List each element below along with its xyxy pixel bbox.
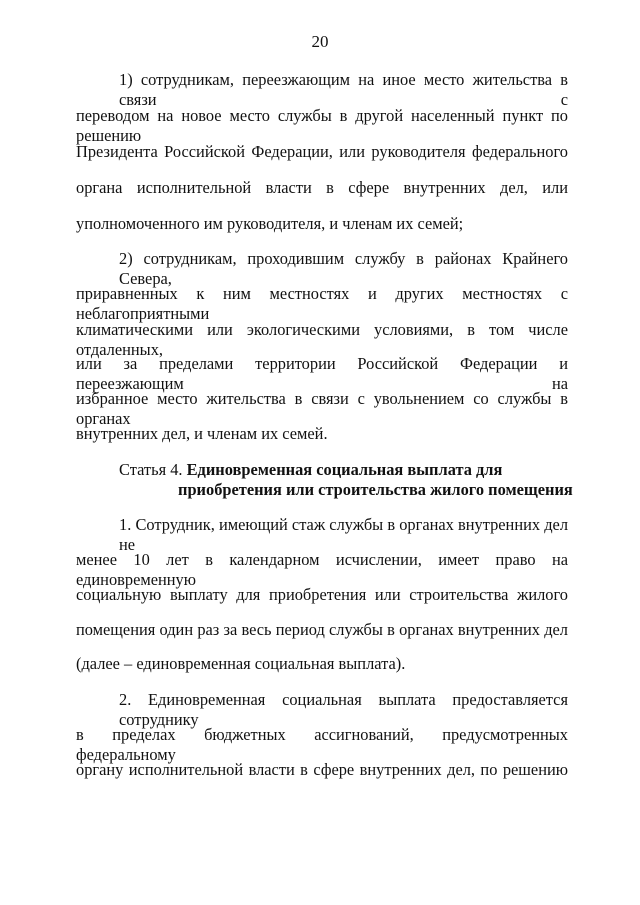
text-line: 1. Сотрудник, имеющий стаж службы в органах внутренних дел не (119, 515, 568, 554)
page-number: 20 (311, 32, 329, 51)
text-line: или за пределами территории Российской Федерации и переезжающим на (76, 354, 568, 393)
text-line: приравненных к ним местностях и других местностях с неблагоприятными (76, 284, 568, 323)
article-title-line2: приобретения или строительства жилого помещения (178, 480, 573, 499)
text-line: уполномоченного им руководителя, и членам их семей; (76, 214, 464, 233)
text-line: 2. Единовременная социальная выплата предоставляется сотруднику (119, 690, 568, 729)
article-title-line1: Единовременная социальная выплата для (186, 460, 503, 479)
text-line: социальную выплату для приобретения или строительства жилого (76, 585, 568, 604)
text-line: 1) сотрудникам, переезжающим на иное место жительства в связи с (119, 70, 568, 109)
article-heading (119, 460, 611, 480)
text-line: (далее – единовременная социальная выплата). (76, 654, 406, 673)
text-line: переводом на новое место службы в другой населенный пункт по решению (76, 106, 568, 145)
text-line: внутренних дел, и членам их семей. (76, 424, 328, 443)
text-line: менее 10 лет в календарном исчислении, имеет право на единовременную (76, 550, 568, 589)
text-line: помещения один раз за весь период службы в органах внутренних дел (76, 620, 568, 639)
article-prefix: Статья 4. (119, 460, 183, 479)
text-line: избранное место жительства в связи с увольнением со службы в органах (76, 389, 568, 428)
text-line: органу исполнительной власти в сфере внутренних дел, по решению (76, 760, 568, 779)
text-line: в пределах бюджетных ассигнований, предусмотренных федеральному (76, 725, 568, 764)
text-line: органа исполнительной власти в сфере внутренних дел, или (76, 178, 568, 197)
text-line: климатическими или экологическими условиями, в том числе отдаленных, (76, 320, 568, 359)
text-line: Президента Российской Федерации, или руководителя федерального (76, 142, 568, 161)
text-line: 2) сотрудникам, проходившим службу в районах Крайнего Севера, (119, 249, 568, 288)
